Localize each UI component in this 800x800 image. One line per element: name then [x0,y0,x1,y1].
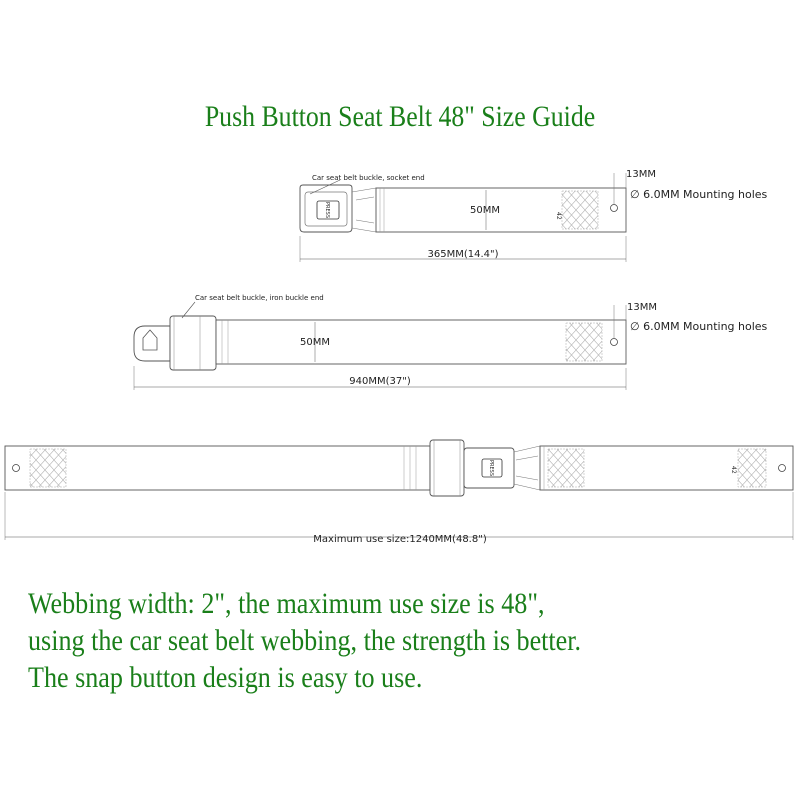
belt2-width-label: 50MM [300,337,330,348]
iron-buckle-housing [170,316,216,370]
belt3-right-mounting-hole [779,465,786,472]
page-title: Push Button Seat Belt 48" Size Guide [204,100,596,133]
belt1-stitch-pattern [562,191,598,229]
belt3-length-label: Maximum use size:1240MM(48.8") [313,534,487,545]
description-line-3: The snap button design is easy to use. [28,661,423,694]
belt3-small-mark: 42 [730,466,737,474]
belt1-length-label: 365MM(14.4") [427,249,499,260]
belt1-small-mark: 42 [555,212,562,220]
belt3-right-stitch-pattern-2 [738,449,766,487]
belt3-press-button-text: PRESS [488,460,494,476]
belt-assembled [5,440,793,545]
press-button-text: PRESS [324,202,330,218]
belt-socket-end [300,169,768,262]
belt1-width-label: 50MM [470,205,500,216]
belt1-mounting-hole [611,205,618,212]
socket-webbing-taper [352,188,376,232]
belt2-mounting-hole [611,339,618,346]
belt1-callout: Car seat belt buckle, socket end [312,174,425,182]
description [28,585,788,696]
belt2-callout: Car seat belt buckle, iron buckle end [195,294,324,302]
belt2-webbing [216,320,626,364]
belt2-hole-offset: 13MM [627,302,657,313]
belt2-stitch-pattern [566,323,602,361]
belt1-hole-offset: 13MM [626,169,656,180]
belt3-right-stitch-pattern-1 [548,449,584,487]
description-line-1: Webbing width: 2", the maximum use size is 48", [28,587,545,620]
belt3-left-mounting-hole [13,465,20,472]
belt3-left-webbing [5,446,430,490]
belt3-left-stitch-pattern [30,449,66,487]
belt2-holes-label: ∅ 6.0MM Mounting holes [630,320,768,333]
belt2-length-label: 940MM(37") [349,376,411,387]
belt-iron-end [134,294,768,390]
belt1-holes-label: ∅ 6.0MM Mounting holes [630,188,768,201]
belt3-iron-buckle [430,440,464,496]
description-line-2: using the car seat belt webbing, the strength is better. [28,624,582,657]
